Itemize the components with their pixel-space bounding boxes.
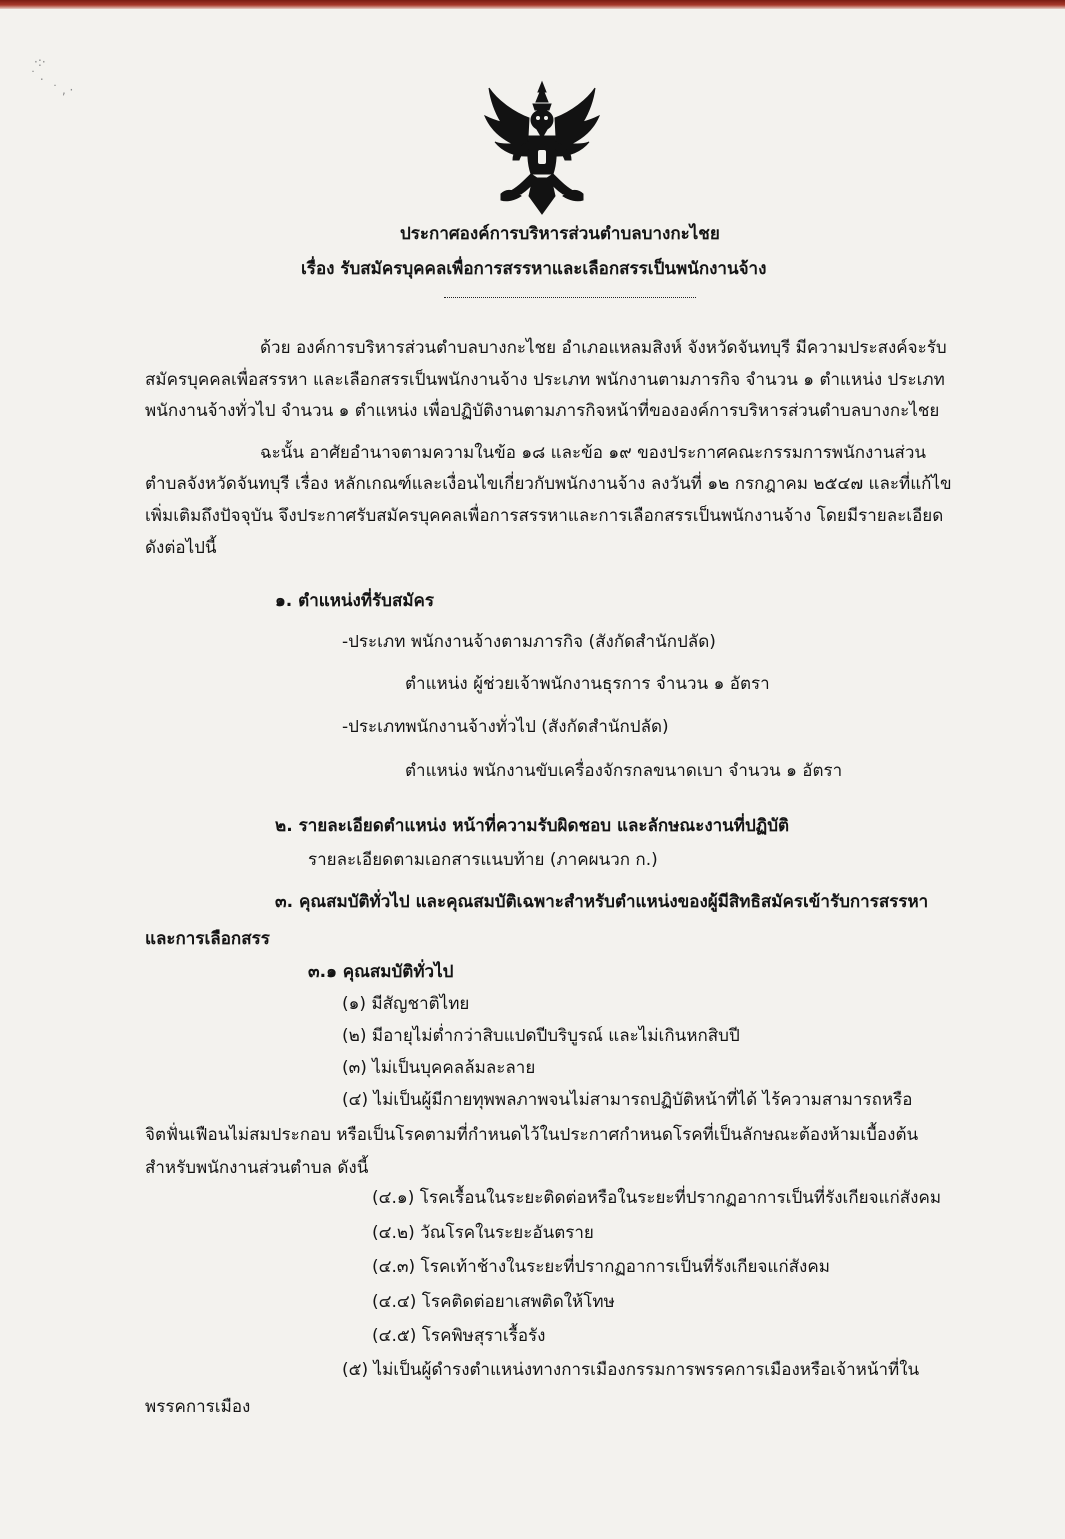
intro-line-3: พนักงานจ้างทั่วไป จำนวน ๑ ตำแหน่ง เพื่อปฏิบัติงานตามภารกิจหน้าที่ขององค์การบริหารส่วนตำบลบางกะไชย	[145, 401, 940, 421]
section-1-position-2: ตำแหน่ง พนักงานขับเครื่องจักรกลขนาดเบา จำนวน ๑ อัตรา	[405, 761, 843, 781]
qualification-item-4-5: (๔.๕) โรคพิษสุราเรื้อรัง	[372, 1326, 546, 1346]
section-3-heading: ๓. คุณสมบัติทั่วไป และคุณสมบัติเฉพาะสำหรับตำแหน่งของผู้มีสิทธิสมัครเข้ารับการสรรหา	[275, 892, 929, 912]
authority-line-1: ฉะนั้น อาศัยอำนาจตามความในข้อ ๑๘ และข้อ ๑๙ ของประกาศคณะกรรมการพนักงานส่วน	[260, 443, 927, 463]
authority-line-4: ดังต่อไปนี้	[145, 538, 217, 558]
qualification-item-4-2: (๔.๒) วัณโรคในระยะอันตราย	[372, 1223, 594, 1243]
qualification-item-4-1: (๔.๑) โรคเรื้อนในระยะติดต่อหรือในระยะที่ปรากฏอาการเป็นที่รังเกียจแก่สังคม	[372, 1188, 942, 1208]
authority-line-3: เพิ่มเติมถึงปัจจุบัน จึงประกาศรับสมัครบุคคลเพื่อการสรรหาและการเลือกสรรเป็นพนักงานจ้าง โดยมีรายละเอียด	[145, 506, 944, 526]
qualification-item-5: (๕) ไม่เป็นผู้ดำรงตำแหน่งทางการเมืองกรรมการพรรคการเมืองหรือเจ้าหน้าที่ใน	[342, 1360, 920, 1380]
authority-line-2: ตำบลจังหวัดจันทบุรี เรื่อง หลักเกณฑ์และเงื่อนไขเกี่ยวกับพนักงานจ้าง ลงวันที่ ๑๒ กรกฎาคม ๒๕๔๗ และที่แก้ไข	[145, 474, 952, 494]
page-top-edge	[0, 0, 1065, 9]
announcement-subject: เรื่อง รับสมัครบุคคลเพื่อการสรรหาและเลือกสรรเป็นพนักงานจ้าง	[301, 259, 767, 279]
section-1-heading: ๑. ตำแหน่งที่รับสมัคร	[275, 591, 435, 611]
qualification-item-4-3: (๔.๓) โรคเท้าช้างในระยะที่ปรากฏอาการเป็นที่รังเกียจแก่สังคม	[372, 1257, 830, 1277]
qualification-item-4-cont-2: สำหรับพนักงานส่วนตำบล ดังนี้	[145, 1158, 369, 1178]
qualification-item-4-4: (๔.๔) โรคติดต่อยาเสพติดให้โทษ	[372, 1292, 615, 1312]
announcement-title: ประกาศองค์การบริหารส่วนตำบลบางกะไชย	[400, 224, 720, 244]
section-1-position-1: ตำแหน่ง ผู้ช่วยเจ้าพนักงานธุรการ จำนวน ๑ อัตรา	[405, 674, 770, 694]
qualification-item-4-cont-1: จิตฟั่นเฟือนไม่สมประกอบ หรือเป็นโรคตามที่กำหนดไว้ในประกาศกำหนดโรคที่เป็นลักษณะต้องห้ามเบื้องต้น	[145, 1125, 919, 1145]
section-2-detail: รายละเอียดตามเอกสารแนบท้าย (ภาคผนวก ก.)	[308, 850, 658, 870]
garuda-emblem-icon	[483, 78, 601, 216]
scan-specks: ·:· ˙ . ˙ ‚ ·	[30, 55, 74, 97]
section-2-heading: ๒. รายละเอียดตำแหน่ง หน้าที่ความรับผิดชอบ และลักษณะงานที่ปฏิบัติ	[275, 816, 790, 836]
section-1-type-1: -ประเภท พนักงานจ้างตามภารกิจ (สังกัดสำนักปลัด)	[342, 632, 716, 652]
section-3-heading-cont: และการเลือกสรร	[145, 929, 270, 949]
qualification-item-3: (๓) ไม่เป็นบุคคลล้มละลาย	[342, 1058, 536, 1078]
qualification-item-2: (๒) มีอายุไม่ต่ำกว่าสิบแปดปีบริบูรณ์ และไม่เกินหกสิบปี	[342, 1026, 740, 1046]
intro-line-2: สมัครบุคคลเพื่อสรรหา และเลือกสรรเป็นพนักงานจ้าง ประเภท พนักงานตามภารกิจ จำนวน ๑ ตำแหน่ง ประเภท	[145, 370, 945, 390]
section-3-1-heading: ๓.๑ คุณสมบัติทั่วไป	[308, 962, 454, 982]
title-divider	[444, 293, 696, 298]
qualification-item-4: (๔) ไม่เป็นผู้มีกายทุพพลภาพจนไม่สามารถปฏิบัติหน้าที่ได้ ไร้ความสามารถหรือ	[342, 1090, 913, 1110]
section-1-type-2: -ประเภทพนักงานจ้างทั่วไป (สังกัดสำนักปลัด)	[342, 717, 669, 737]
qualification-item-5-cont: พรรคการเมือง	[145, 1397, 251, 1417]
qualification-item-1: (๑) มีสัญชาติไทย	[342, 994, 470, 1014]
intro-line-1: ด้วย องค์การบริหารส่วนตำบลบางกะไชย อำเภอแหลมสิงห์ จังหวัดจันทบุรี มีความประสงค์จะรับ	[260, 338, 947, 358]
